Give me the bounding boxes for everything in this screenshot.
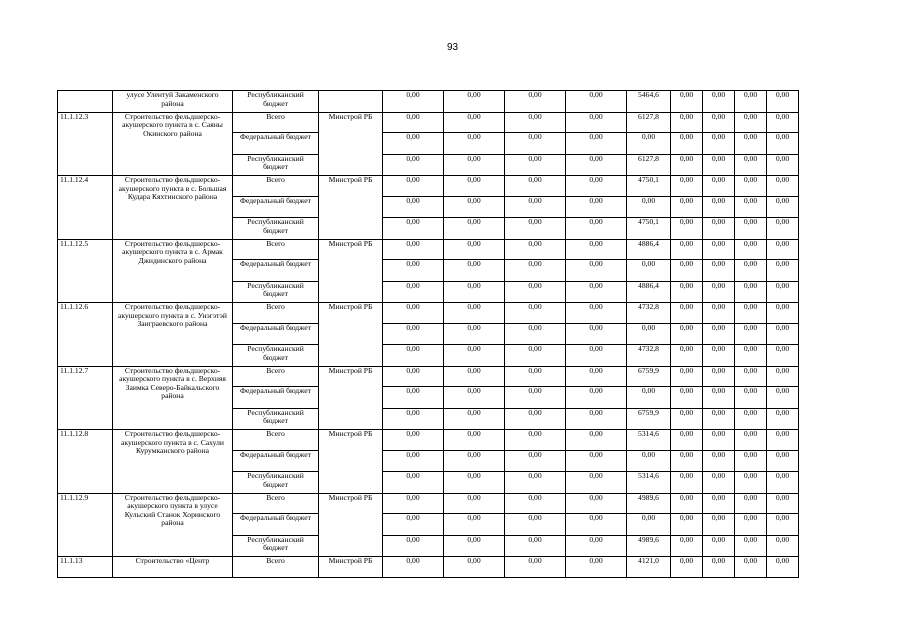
- value-cell: 0,00: [627, 387, 671, 409]
- executor-cell: Минстрой РБ: [319, 239, 383, 303]
- value-cell: 0,00: [703, 239, 735, 260]
- value-cell: 0,00: [735, 493, 767, 514]
- value-cell: 0,00: [735, 557, 767, 578]
- funding-source-cell: Всего: [233, 112, 319, 133]
- value-cell: 0,00: [505, 472, 566, 494]
- value-cell: 0,00: [735, 387, 767, 409]
- value-cell: 0,00: [566, 366, 627, 387]
- value-cell: 0,00: [383, 535, 444, 557]
- funding-source-cell: Республиканский бюджет: [233, 472, 319, 494]
- value-cell: 0,00: [566, 345, 627, 367]
- value-cell: 0,00: [383, 176, 444, 197]
- value-cell: 0,00: [566, 239, 627, 260]
- measure-name-cell: Строительство «Центр: [113, 557, 233, 578]
- funding-source-cell: Федеральный бюджет: [233, 260, 319, 282]
- value-cell: 0,00: [505, 260, 566, 282]
- value-cell: 0,00: [671, 133, 703, 155]
- row-code-cell: 11.1.12.3: [58, 112, 113, 176]
- funding-source-cell: Республиканский бюджет: [233, 408, 319, 430]
- page-number: 93: [446, 42, 459, 53]
- value-cell: 0,00: [767, 218, 799, 240]
- value-cell: 0,00: [444, 557, 505, 578]
- value-cell: 0,00: [735, 535, 767, 557]
- value-cell: 0,00: [703, 196, 735, 218]
- measure-name-cell: Строительство фельдшерско-акушерского пункта в с. Армак Джидинского района: [113, 239, 233, 303]
- value-cell: 0,00: [444, 345, 505, 367]
- value-cell: 0,00: [671, 196, 703, 218]
- value-cell: 0,00: [383, 218, 444, 240]
- funding-source-cell: Всего: [233, 430, 319, 451]
- row-code-cell: 11.1.12.9: [58, 493, 113, 557]
- value-cell: 0,00: [383, 493, 444, 514]
- value-cell: 0,00: [671, 535, 703, 557]
- value-cell: 6759,9: [627, 408, 671, 430]
- value-cell: 0,00: [767, 91, 799, 113]
- value-cell: 0,00: [767, 557, 799, 578]
- measure-name-cell: улусе Улентуй Закаменского района: [113, 91, 233, 113]
- value-cell: 0,00: [444, 387, 505, 409]
- executor-cell: Минстрой РБ: [319, 112, 383, 176]
- value-cell: 0,00: [383, 387, 444, 409]
- funding-source-cell: Федеральный бюджет: [233, 323, 319, 345]
- value-cell: 0,00: [505, 176, 566, 197]
- value-cell: 0,00: [627, 196, 671, 218]
- value-cell: 0,00: [671, 557, 703, 578]
- value-cell: 0,00: [767, 239, 799, 260]
- value-cell: 0,00: [383, 281, 444, 303]
- value-cell: 0,00: [703, 514, 735, 536]
- value-cell: 0,00: [703, 408, 735, 430]
- value-cell: 0,00: [735, 218, 767, 240]
- executor-cell: [319, 91, 383, 113]
- value-cell: 0,00: [671, 239, 703, 260]
- value-cell: 0,00: [505, 493, 566, 514]
- value-cell: 4732,8: [627, 345, 671, 367]
- value-cell: 0,00: [767, 196, 799, 218]
- value-cell: 0,00: [444, 366, 505, 387]
- value-cell: 0,00: [566, 303, 627, 324]
- value-cell: 0,00: [735, 514, 767, 536]
- value-cell: 0,00: [735, 133, 767, 155]
- value-cell: 0,00: [566, 281, 627, 303]
- funding-source-cell: Республиканский бюджет: [233, 281, 319, 303]
- value-cell: 4989,6: [627, 493, 671, 514]
- value-cell: 0,00: [566, 218, 627, 240]
- value-cell: 0,00: [566, 493, 627, 514]
- value-cell: 4886,4: [627, 239, 671, 260]
- value-cell: 6127,8: [627, 112, 671, 133]
- value-cell: 0,00: [703, 218, 735, 240]
- value-cell: 0,00: [671, 323, 703, 345]
- value-cell: 4989,6: [627, 535, 671, 557]
- value-cell: 0,00: [566, 112, 627, 133]
- value-cell: 0,00: [444, 281, 505, 303]
- funding-source-cell: Всего: [233, 303, 319, 324]
- value-cell: 0,00: [627, 450, 671, 472]
- row-code-cell: 11.1.13: [58, 557, 113, 578]
- value-cell: 0,00: [566, 260, 627, 282]
- value-cell: 0,00: [767, 493, 799, 514]
- value-cell: 0,00: [767, 345, 799, 367]
- value-cell: 0,00: [505, 154, 566, 176]
- value-cell: 0,00: [703, 535, 735, 557]
- value-cell: 4732,8: [627, 303, 671, 324]
- measure-name-cell: Строительство фельдшерско-акушерского пункта в с. Саяны Окинского района: [113, 112, 233, 176]
- value-cell: 0,00: [671, 218, 703, 240]
- table-row: [58, 557, 833, 578]
- value-cell: 0,00: [505, 196, 566, 218]
- value-cell: 0,00: [735, 154, 767, 176]
- value-cell: 0,00: [767, 323, 799, 345]
- value-cell: 0,00: [671, 430, 703, 451]
- value-cell: 0,00: [671, 366, 703, 387]
- value-cell: 0,00: [505, 430, 566, 451]
- value-cell: 0,00: [735, 323, 767, 345]
- value-cell: 0,00: [703, 91, 735, 113]
- value-cell: 0,00: [703, 430, 735, 451]
- value-cell: 0,00: [703, 154, 735, 176]
- value-cell: 0,00: [671, 450, 703, 472]
- value-cell: 0,00: [566, 535, 627, 557]
- value-cell: 5314,6: [627, 430, 671, 451]
- value-cell: 0,00: [703, 260, 735, 282]
- value-cell: 0,00: [383, 112, 444, 133]
- value-cell: 0,00: [671, 260, 703, 282]
- value-cell: 0,00: [566, 450, 627, 472]
- value-cell: 0,00: [735, 239, 767, 260]
- row-code-cell: 11.1.12.5: [58, 239, 113, 303]
- value-cell: 0,00: [566, 133, 627, 155]
- value-cell: 0,00: [444, 323, 505, 345]
- value-cell: 0,00: [703, 493, 735, 514]
- table-row: [58, 303, 833, 324]
- value-cell: 0,00: [505, 557, 566, 578]
- value-cell: 0,00: [671, 345, 703, 367]
- value-cell: 0,00: [383, 450, 444, 472]
- value-cell: 0,00: [444, 535, 505, 557]
- value-cell: 0,00: [671, 176, 703, 197]
- budget-table: [57, 90, 833, 578]
- value-cell: 0,00: [671, 472, 703, 494]
- value-cell: 0,00: [735, 345, 767, 367]
- value-cell: 0,00: [566, 91, 627, 113]
- value-cell: 0,00: [703, 303, 735, 324]
- row-code-cell: 11.1.12.4: [58, 176, 113, 240]
- value-cell: 0,00: [505, 345, 566, 367]
- value-cell: 0,00: [627, 133, 671, 155]
- value-cell: 0,00: [566, 176, 627, 197]
- funding-source-cell: Всего: [233, 239, 319, 260]
- table-row: [58, 239, 833, 260]
- value-cell: 0,00: [767, 303, 799, 324]
- value-cell: 0,00: [505, 514, 566, 536]
- funding-source-cell: Федеральный бюджет: [233, 387, 319, 409]
- value-cell: 0,00: [671, 154, 703, 176]
- value-cell: 0,00: [735, 112, 767, 133]
- executor-cell: Минстрой РБ: [319, 493, 383, 557]
- value-cell: 0,00: [505, 450, 566, 472]
- value-cell: 0,00: [671, 281, 703, 303]
- value-cell: 0,00: [383, 514, 444, 536]
- value-cell: 0,00: [671, 408, 703, 430]
- value-cell: 0,00: [505, 366, 566, 387]
- value-cell: 0,00: [505, 408, 566, 430]
- value-cell: 0,00: [767, 450, 799, 472]
- value-cell: 0,00: [444, 239, 505, 260]
- executor-cell: Минстрой РБ: [319, 430, 383, 494]
- executor-cell: Минстрой РБ: [319, 366, 383, 430]
- row-code-cell: 11.1.12.6: [58, 303, 113, 367]
- value-cell: 0,00: [703, 133, 735, 155]
- value-cell: 0,00: [627, 514, 671, 536]
- value-cell: 0,00: [444, 472, 505, 494]
- value-cell: 0,00: [671, 493, 703, 514]
- value-cell: 0,00: [444, 133, 505, 155]
- value-cell: 0,00: [767, 514, 799, 536]
- value-cell: 0,00: [671, 112, 703, 133]
- value-cell: 0,00: [767, 260, 799, 282]
- value-cell: 0,00: [767, 387, 799, 409]
- row-code-cell: [58, 91, 113, 113]
- value-cell: 0,00: [444, 303, 505, 324]
- value-cell: 0,00: [505, 239, 566, 260]
- measure-name-cell: Строительство фельдшерско-акушерского пункта в с. Сахули Курумканского района: [113, 430, 233, 494]
- value-cell: 0,00: [505, 323, 566, 345]
- value-cell: 0,00: [505, 535, 566, 557]
- executor-cell: Минстрой РБ: [319, 176, 383, 240]
- value-cell: 0,00: [735, 472, 767, 494]
- value-cell: 0,00: [566, 154, 627, 176]
- value-cell: 0,00: [767, 154, 799, 176]
- value-cell: 0,00: [383, 91, 444, 113]
- value-cell: 0,00: [627, 323, 671, 345]
- value-cell: 0,00: [383, 323, 444, 345]
- value-cell: 0,00: [671, 387, 703, 409]
- value-cell: 0,00: [767, 366, 799, 387]
- value-cell: 0,00: [767, 133, 799, 155]
- value-cell: 0,00: [383, 260, 444, 282]
- value-cell: 0,00: [735, 303, 767, 324]
- value-cell: 0,00: [671, 303, 703, 324]
- value-cell: 6759,9: [627, 366, 671, 387]
- value-cell: 0,00: [383, 133, 444, 155]
- row-code-cell: 11.1.12.8: [58, 430, 113, 494]
- table-row: [58, 366, 833, 387]
- value-cell: 0,00: [444, 91, 505, 113]
- value-cell: 0,00: [767, 430, 799, 451]
- value-cell: 0,00: [444, 154, 505, 176]
- value-cell: 0,00: [566, 387, 627, 409]
- funding-source-cell: Всего: [233, 557, 319, 578]
- value-cell: 0,00: [383, 430, 444, 451]
- value-cell: 0,00: [505, 112, 566, 133]
- measure-name-cell: Строительство фельдшерско-акушерского пункта в с. Верхняя Заимка Северо-Байкальского района: [113, 366, 233, 430]
- value-cell: 0,00: [566, 557, 627, 578]
- value-cell: 0,00: [735, 450, 767, 472]
- value-cell: 0,00: [444, 112, 505, 133]
- value-cell: 0,00: [703, 281, 735, 303]
- value-cell: 0,00: [703, 387, 735, 409]
- value-cell: 0,00: [703, 450, 735, 472]
- table-row: [58, 176, 833, 197]
- value-cell: 0,00: [444, 430, 505, 451]
- value-cell: 0,00: [735, 430, 767, 451]
- value-cell: 0,00: [767, 408, 799, 430]
- value-cell: 0,00: [703, 345, 735, 367]
- value-cell: 0,00: [505, 387, 566, 409]
- value-cell: 0,00: [767, 112, 799, 133]
- value-cell: 0,00: [383, 472, 444, 494]
- value-cell: 4121,0: [627, 557, 671, 578]
- funding-source-cell: Федеральный бюджет: [233, 133, 319, 155]
- value-cell: 0,00: [505, 303, 566, 324]
- value-cell: 5314,6: [627, 472, 671, 494]
- value-cell: 0,00: [767, 535, 799, 557]
- value-cell: 4750,1: [627, 218, 671, 240]
- value-cell: 0,00: [444, 450, 505, 472]
- value-cell: 0,00: [703, 176, 735, 197]
- funding-source-cell: Республиканский бюджет: [233, 154, 319, 176]
- value-cell: 0,00: [703, 472, 735, 494]
- value-cell: 0,00: [566, 514, 627, 536]
- value-cell: 0,00: [735, 408, 767, 430]
- value-cell: 4886,4: [627, 281, 671, 303]
- executor-cell: Минстрой РБ: [319, 557, 383, 578]
- value-cell: 0,00: [735, 281, 767, 303]
- funding-source-cell: Республиканский бюджет: [233, 535, 319, 557]
- value-cell: 0,00: [383, 557, 444, 578]
- value-cell: 0,00: [566, 430, 627, 451]
- value-cell: 0,00: [444, 260, 505, 282]
- value-cell: 0,00: [735, 366, 767, 387]
- funding-source-cell: Республиканский бюджет: [233, 218, 319, 240]
- value-cell: 0,00: [566, 408, 627, 430]
- measure-name-cell: Строительство фельдшерско-акушерского пункта в улусе Кульский Станок Хоринского района: [113, 493, 233, 557]
- value-cell: 0,00: [735, 260, 767, 282]
- value-cell: 0,00: [444, 218, 505, 240]
- value-cell: 0,00: [566, 472, 627, 494]
- value-cell: 0,00: [627, 260, 671, 282]
- value-cell: 0,00: [505, 91, 566, 113]
- value-cell: 0,00: [671, 91, 703, 113]
- value-cell: 0,00: [735, 91, 767, 113]
- value-cell: 0,00: [703, 366, 735, 387]
- funding-source-cell: Федеральный бюджет: [233, 196, 319, 218]
- value-cell: 0,00: [444, 408, 505, 430]
- value-cell: 0,00: [383, 196, 444, 218]
- table-row: [58, 91, 833, 113]
- value-cell: 0,00: [735, 176, 767, 197]
- value-cell: 0,00: [566, 323, 627, 345]
- budget-table-body: [58, 91, 833, 578]
- value-cell: 0,00: [735, 196, 767, 218]
- row-code-cell: 11.1.12.7: [58, 366, 113, 430]
- table-row: [58, 493, 833, 514]
- value-cell: 0,00: [671, 514, 703, 536]
- value-cell: 0,00: [703, 557, 735, 578]
- table-row: [58, 430, 833, 451]
- measure-name-cell: Строительство фельдшерско-акушерского пункта в с. Большая Кудара Кяхтинского района: [113, 176, 233, 240]
- funding-source-cell: Федеральный бюджет: [233, 514, 319, 536]
- value-cell: 0,00: [767, 281, 799, 303]
- value-cell: 0,00: [444, 176, 505, 197]
- funding-source-cell: Федеральный бюджет: [233, 450, 319, 472]
- value-cell: 4750,1: [627, 176, 671, 197]
- value-cell: 0,00: [703, 112, 735, 133]
- value-cell: 0,00: [703, 323, 735, 345]
- value-cell: 6127,8: [627, 154, 671, 176]
- value-cell: 0,00: [383, 345, 444, 367]
- measure-name-cell: Строительство фельдшерско-акушерского пункта в с. Унэгэтэй Заиграевского района: [113, 303, 233, 367]
- funding-source-cell: Республиканский бюджет: [233, 91, 319, 113]
- value-cell: 0,00: [566, 196, 627, 218]
- value-cell: 0,00: [505, 133, 566, 155]
- value-cell: 0,00: [383, 366, 444, 387]
- executor-cell: Минстрой РБ: [319, 303, 383, 367]
- funding-source-cell: Республиканский бюджет: [233, 345, 319, 367]
- value-cell: 0,00: [505, 281, 566, 303]
- funding-source-cell: Всего: [233, 493, 319, 514]
- funding-source-cell: Всего: [233, 366, 319, 387]
- table-row: [58, 112, 833, 133]
- value-cell: 5464,6: [627, 91, 671, 113]
- value-cell: 0,00: [383, 154, 444, 176]
- value-cell: 0,00: [767, 176, 799, 197]
- value-cell: 0,00: [444, 493, 505, 514]
- value-cell: 0,00: [383, 303, 444, 324]
- value-cell: 0,00: [383, 408, 444, 430]
- value-cell: 0,00: [767, 472, 799, 494]
- value-cell: 0,00: [444, 514, 505, 536]
- value-cell: 0,00: [444, 196, 505, 218]
- funding-source-cell: Всего: [233, 176, 319, 197]
- value-cell: 0,00: [383, 239, 444, 260]
- value-cell: 0,00: [505, 218, 566, 240]
